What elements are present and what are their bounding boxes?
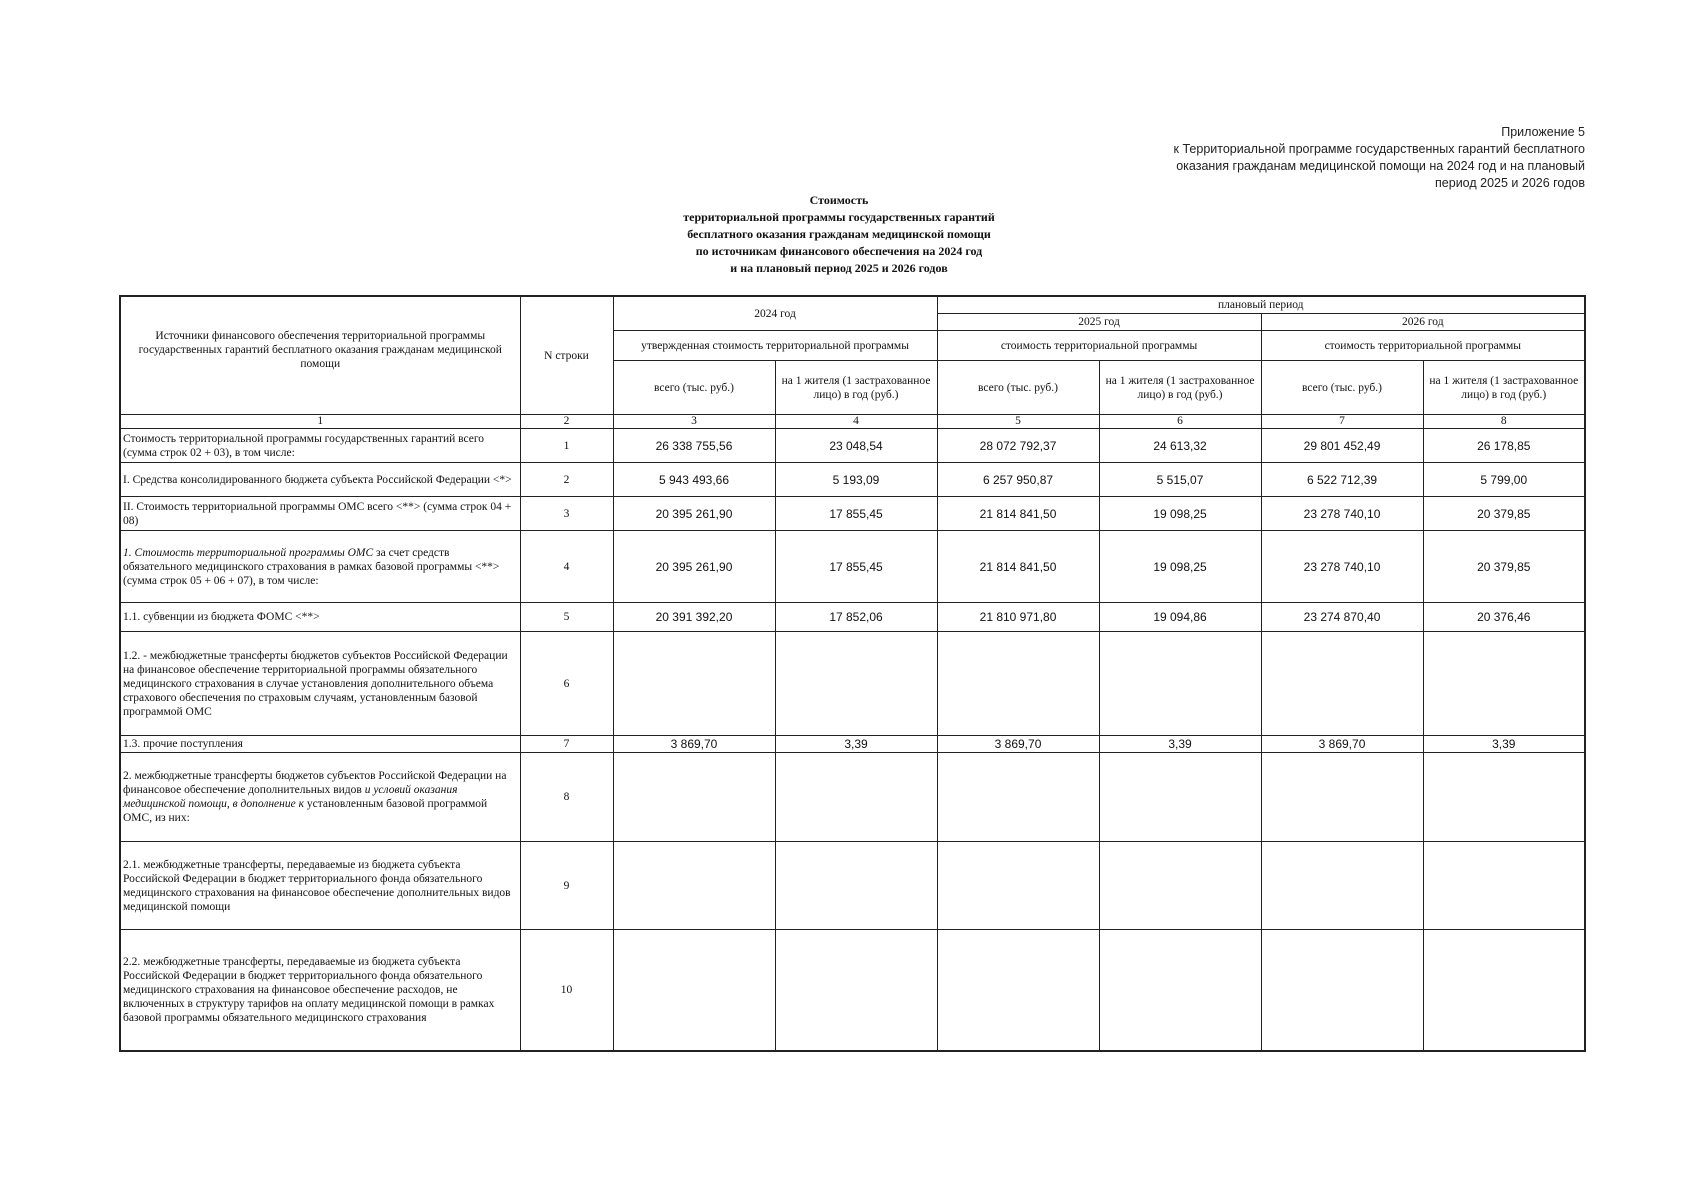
row-number: 9: [520, 842, 613, 930]
cell-per-capita-2025: [1099, 753, 1261, 842]
appendix-note: [1065, 124, 1585, 192]
table-row: [120, 497, 1585, 531]
header-row-number: N строки: [520, 296, 613, 415]
title-line: Стоимость: [809, 193, 869, 207]
cell-per-capita-2024: 17 852,06: [775, 603, 937, 632]
row-label-italic: 1. Стоимость территориальной программы ОМС: [123, 546, 374, 559]
cell-per-capita-2025: 24 613,32: [1099, 429, 1261, 463]
cell-total-2025: 6 257 950,87: [937, 463, 1099, 497]
cell-per-capita-2025: 5 515,07: [1099, 463, 1261, 497]
column-number: 4: [775, 415, 937, 429]
header-planned-period: плановый период: [937, 296, 1585, 314]
cell-total-2024: 3 869,70: [613, 736, 775, 753]
table-row: [120, 753, 1585, 842]
row-number: 5: [520, 603, 613, 632]
header-total-2026: всего (тыс. руб.): [1261, 361, 1423, 415]
row-number: 8: [520, 753, 613, 842]
column-number: 1: [120, 415, 520, 429]
appendix-line: период 2025 и 2026 годов: [1435, 176, 1585, 190]
cell-total-2025: 28 072 792,37: [937, 429, 1099, 463]
header-year-2024: 2024 год: [613, 296, 937, 331]
row-label: 1.1. субвенции из бюджета ФОМС <**>: [120, 603, 520, 632]
cell-total-2024: 5 943 493,66: [613, 463, 775, 497]
table-row: [120, 603, 1585, 632]
row-label-text: за счет средств обязательного медицинского страхования в рамках базовой программы <**> (сумма строк 05 + 06 + 07), в том числе:: [123, 546, 500, 587]
cell-per-capita-2026: 5 799,00: [1423, 463, 1585, 497]
column-number: 7: [1261, 415, 1423, 429]
row-number: 4: [520, 531, 613, 603]
header-cost-2026: стоимость территориальной программы: [1261, 331, 1585, 361]
row-label-text: 2. межбюджетные трансферты бюджетов субъектов Российской Федерации на финансовое обеспечение дополнительных видов: [123, 770, 507, 796]
row-label: 2.2. межбюджетные трансферты, передаваемые из бюджета субъекта Российской Федерации в бюджет территориального фонда обязательного медицинского страхования на финансовое обеспечение расходов, не включенных в структуру тарифов на оплату медицинской помощи в рамках базовой программы обязательного медицинского страхования: [120, 930, 520, 1051]
cell-per-capita-2025: [1099, 930, 1261, 1051]
appendix-line: к Территориальной программе государственных гарантий бесплатного: [1173, 142, 1585, 156]
row-label: 2.1. межбюджетные трансферты, передаваемые из бюджета субъекта Российской Федерации в бюджет территориального фонда обязательного медицинского страхования на финансовое обеспечение дополнительных видов медицинской помощи: [120, 842, 520, 930]
cell-total-2026: 29 801 452,49: [1261, 429, 1423, 463]
column-number: 2: [520, 415, 613, 429]
cell-per-capita-2025: 19 098,25: [1099, 531, 1261, 603]
cell-total-2024: [613, 632, 775, 736]
cell-per-capita-2024: [775, 930, 937, 1051]
cell-per-capita-2026: [1423, 632, 1585, 736]
header-cost-2025: стоимость территориальной программы: [937, 331, 1261, 361]
header-per-capita-2025: на 1 жителя (1 застрахованное лицо) в год (руб.): [1099, 361, 1261, 415]
cell-per-capita-2026: 20 379,85: [1423, 531, 1585, 603]
header-total-2025: всего (тыс. руб.): [937, 361, 1099, 415]
cell-per-capita-2025: 19 094,86: [1099, 603, 1261, 632]
cell-per-capita-2024: 3,39: [775, 736, 937, 753]
cell-per-capita-2026: 20 379,85: [1423, 497, 1585, 531]
table-row: [120, 429, 1585, 463]
cell-per-capita-2024: [775, 632, 937, 736]
row-label: 1.2. - межбюджетные трансферты бюджетов субъектов Российской Федерации на финансовое обеспечение территориальной программы обязательного медицинского страхования в случае установления дополнительного объема страхового обеспечения по страховым случаям, установленным базовой программой ОМС: [120, 632, 520, 736]
cell-per-capita-2026: 20 376,46: [1423, 603, 1585, 632]
cell-total-2026: 6 522 712,39: [1261, 463, 1423, 497]
row-label: [120, 531, 520, 603]
cell-total-2024: [613, 930, 775, 1051]
cell-total-2026: 3 869,70: [1261, 736, 1423, 753]
appendix-line: Приложение 5: [1501, 125, 1585, 139]
table-row: [120, 463, 1585, 497]
cell-total-2026: 23 278 740,10: [1261, 497, 1423, 531]
cell-per-capita-2024: 23 048,54: [775, 429, 937, 463]
header-per-capita-2024: на 1 жителя (1 застрахованное лицо) в год (руб.): [775, 361, 937, 415]
cell-per-capita-2024: [775, 753, 937, 842]
cell-total-2025: 3 869,70: [937, 736, 1099, 753]
column-number: 8: [1423, 415, 1585, 429]
row-number: 2: [520, 463, 613, 497]
cell-total-2025: 21 810 971,80: [937, 603, 1099, 632]
header-approved-cost: утвержденная стоимость территориальной программы: [613, 331, 937, 361]
cell-total-2024: [613, 842, 775, 930]
cell-per-capita-2026: [1423, 842, 1585, 930]
header-year-2025: 2025 год: [937, 314, 1261, 331]
cell-per-capita-2026: [1423, 753, 1585, 842]
row-label: 1.3. прочие поступления: [120, 736, 520, 753]
row-label: Стоимость территориальной программы государственных гарантий всего (сумма строк 02 + 03), в том числе:: [120, 429, 520, 463]
table-row: [120, 736, 1585, 753]
column-number: 6: [1099, 415, 1261, 429]
row-label-italic: и условий оказания медицинской помощи, в дополнение к: [123, 784, 458, 810]
cell-total-2025: 21 814 841,50: [937, 531, 1099, 603]
cell-total-2026: [1261, 753, 1423, 842]
row-label: [120, 753, 520, 842]
cell-per-capita-2025: 3,39: [1099, 736, 1261, 753]
title-line: и на плановый период 2025 и 2026 годов: [730, 261, 948, 275]
header-source: Источники финансового обеспечения территориальной программы государственных гарантий бесплатного оказания гражданам медицинской помощи: [120, 296, 520, 415]
row-number: 3: [520, 497, 613, 531]
cell-per-capita-2024: 17 855,45: [775, 531, 937, 603]
appendix-line: оказания гражданам медицинской помощи на 2024 год и на плановый: [1176, 159, 1585, 173]
cell-per-capita-2024: [775, 842, 937, 930]
cell-total-2025: 21 814 841,50: [937, 497, 1099, 531]
cell-total-2024: 20 395 261,90: [613, 531, 775, 603]
cell-total-2024: [613, 753, 775, 842]
cell-total-2025: [937, 753, 1099, 842]
row-label-tail: установленным базовой программой ОМС, из них:: [123, 798, 488, 824]
title-line: территориальной программы государственных гарантий: [683, 210, 995, 224]
row-number: 6: [520, 632, 613, 736]
cell-per-capita-2026: [1423, 930, 1585, 1051]
document-title: [600, 192, 1078, 277]
header-year-2026: 2026 год: [1261, 314, 1585, 331]
cell-per-capita-2026: 3,39: [1423, 736, 1585, 753]
row-label: II. Стоимость территориальной программы ОМС всего <**> (сумма строк 04 + 08): [120, 497, 520, 531]
table-row: [120, 531, 1585, 603]
cell-total-2026: 23 274 870,40: [1261, 603, 1423, 632]
cell-total-2025: [937, 632, 1099, 736]
row-number: 7: [520, 736, 613, 753]
row-number: 10: [520, 930, 613, 1051]
cell-per-capita-2026: 26 178,85: [1423, 429, 1585, 463]
title-line: по источникам финансового обеспечения на 2024 год: [695, 244, 983, 258]
row-number: 1: [520, 429, 613, 463]
table-row: [120, 842, 1585, 930]
cell-total-2024: 26 338 755,56: [613, 429, 775, 463]
cell-total-2026: [1261, 930, 1423, 1051]
header-total-2024: всего (тыс. руб.): [613, 361, 775, 415]
cell-total-2024: 20 395 261,90: [613, 497, 775, 531]
cell-total-2025: [937, 842, 1099, 930]
cell-total-2026: [1261, 842, 1423, 930]
header-per-capita-2026: на 1 жителя (1 застрахованное лицо) в год (руб.): [1423, 361, 1585, 415]
cell-total-2026: 23 278 740,10: [1261, 531, 1423, 603]
cell-total-2026: [1261, 632, 1423, 736]
cell-total-2025: [937, 930, 1099, 1051]
cell-per-capita-2024: 5 193,09: [775, 463, 937, 497]
column-number: 5: [937, 415, 1099, 429]
cell-per-capita-2025: [1099, 632, 1261, 736]
cell-per-capita-2025: [1099, 842, 1261, 930]
table-row: [120, 930, 1585, 1051]
financing-table: [119, 295, 1586, 1052]
cell-total-2024: 20 391 392,20: [613, 603, 775, 632]
table-row: [120, 632, 1585, 736]
row-label: I. Средства консолидированного бюджета субъекта Российской Федерации <*>: [120, 463, 520, 497]
cell-per-capita-2025: 19 098,25: [1099, 497, 1261, 531]
cell-per-capita-2024: 17 855,45: [775, 497, 937, 531]
title-line: бесплатного оказания гражданам медицинской помощи: [687, 227, 991, 241]
column-number: 3: [613, 415, 775, 429]
